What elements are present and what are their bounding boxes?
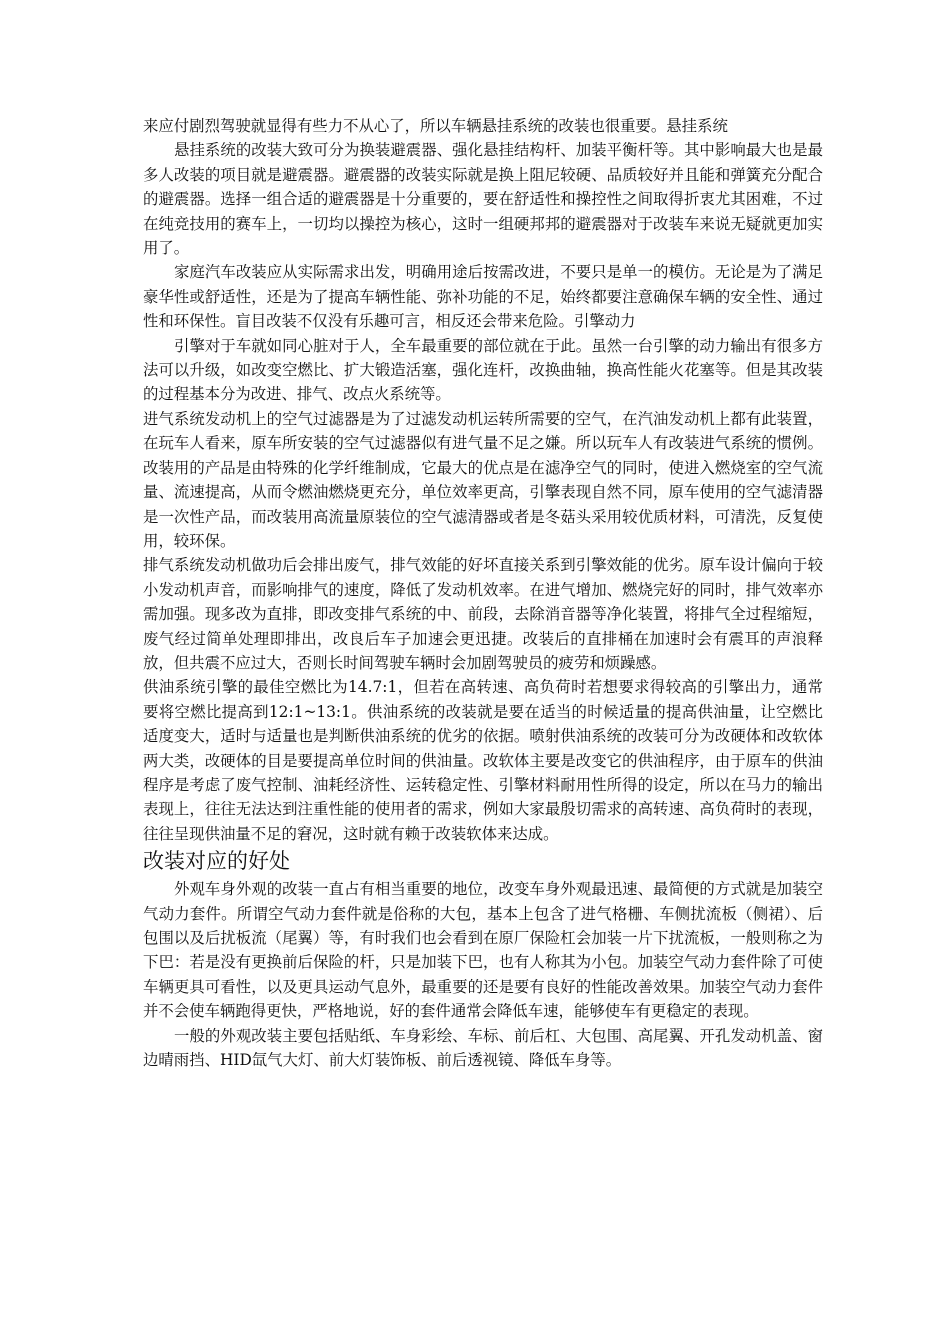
paragraph-engine: 引擎对于车就如同心脏对于人，全车最重要的部位就在于此。虽然一台引擎的动力输出有很多方法可以升级，如改变空燃比、扩大锻造活塞，强化连杆，改换曲轴，换高性能火花塞等。但是其改装的过程基本分为改进、排气、改点火系统等。 xyxy=(143,336,823,404)
paragraph-exterior-items: 一般的外观改装主要包括贴纸、车身彩绘、车标、前后杠、大包围、高尾翼、开孔发动机盖、窗边晴雨挡、HID氙气大灯、前大灯装饰板、前后透视镜、降低车身等。 xyxy=(143,1026,823,1070)
paragraph-suspension-intro: 来应付剧烈驾驶就显得有些力不从心了，所以车辆悬挂系统的改装也很重要。悬挂系统 xyxy=(143,117,728,135)
section-heading: 改装对应的好处 xyxy=(143,849,290,874)
paragraph-exhaust-system: 排气系统发动机做功后会排出废气，排气效能的好坏直接关系到引擎效能的优劣。原车设计偏向于较小发动机声音，而影响排气的速度，降低了发动机效率。在进气增加、燃烧完好的同时，排气效率亦需加强。现多改为直排，即改变排气系统的中、前段，去除消音器等净化装置，将排气全过程缩短，废气经过简单处理即排出，改良后车子加速会更迅捷。改装后的直排桶在加速时会有震耳的声浪释放，但共震不应过大，否则长时间驾驶车辆时会加剧驾驶员的疲劳和烦躁感。 xyxy=(143,556,823,672)
paragraph-exterior: 外观车身外观的改装一直占有相当重要的地位，改变车身外观最迅速、最简便的方式就是加装空气动力套件。所谓空气动力套件就是俗称的大包，基本上包含了进气格栅、车侧扰流板（侧裙）、后包围以及后扰板流（尾翼）等，有时我们也会看到在原厂保险杠会加装一片下扰流板，一般则称之为下巴：若是没有更换前后保险的杆，只是加装下巴，也有人称其为小包。加装空气动力套件除了可使车辆更具可看性，以及更具运动气息外，最重要的还是要有良好的性能改善效果。加装空气动力套件并不会使车辆跑得更快，严格地说，好的套件通常会降低车速，能够使车有更稳定的表现。 xyxy=(143,880,823,1021)
paragraph-family-modification: 家庭汽车改装应从实际需求出发，明确用途后按需改进，不要只是单一的模仿。无论是为了满足豪华性或舒适性，还是为了提高车辆性能、弥补功能的不足，始终都要注意确保车辆的安全性、通过性和环保性。盲目改装不仅没有乐趣可言，相反还会带来危险。引擎动力 xyxy=(143,263,823,331)
paragraph-suspension: 悬挂系统的改装大致可分为换装避震器、强化悬挂结构杆、加装平衡杆等。其中影响最大也是最多人改装的项目就是避震器。避震器的改装实际就是换上阻尼较硬、品质较好并且能和弹簧充分配合的避震器。选择一组合适的避震器是十分重要的，要在舒适性和操控性之间取得折衷尤其困难，不过在纯竞技用的赛车上，一切均以操控为核心，这时一组硬邦邦的避震器对于改装车来说无疑就更加实用了。 xyxy=(143,141,823,258)
paragraph-intake-system: 进气系统发动机上的空气过滤器是为了过滤发动机运转所需要的空气，在汽油发动机上都有此装置，在玩车人看来，原车所安装的空气过滤器似有进气量不足之嫌。所以玩车人有改装进气系统的惯例。改装用的产品是由特殊的化学纤维制成，它最大的优点是在滤净空气的同时，使进入燃烧室的空气流量、流速提高，从而令燃油燃烧更充分，单位效率更高，引擎表现自然不同，原车使用的空气滤清器是一次性产品，而改装用高流量原装位的空气滤清器或者是冬菇头采用较优质材料，可清洗，反复使用，较环保。 xyxy=(143,409,823,550)
document-body xyxy=(143,114,823,1072)
paragraph-fuel-system: 供油系统引擎的最佳空燃比为14.7:1，但若在高转速、高负荷时若想要求得较高的引擎出力，通常要将空燃比提高到12:1~13:1。供油系统的改装就是要在适当的时候适量的提高供油量，让空燃比适度变大，适时与适量也是判断供油系统的优劣的依据。喷射供油系统的改装可分为改硬体和改软体两大类，改硬体的目是要提高单位时间的供油量。改软体主要是改变它的供油程序，由于原车的供油程序是考虑了废气控制、油耗经济性、运转稳定性、引擎材料耐用性所得的设定，所以在马力的输出表现上，往往无法达到注重性能的使用者的需求，例如大家最殷切需求的高转速、高负荷时的表现，往往呈现供油量不足的窘况，这时就有赖于改装软体来达成。 xyxy=(143,678,823,843)
